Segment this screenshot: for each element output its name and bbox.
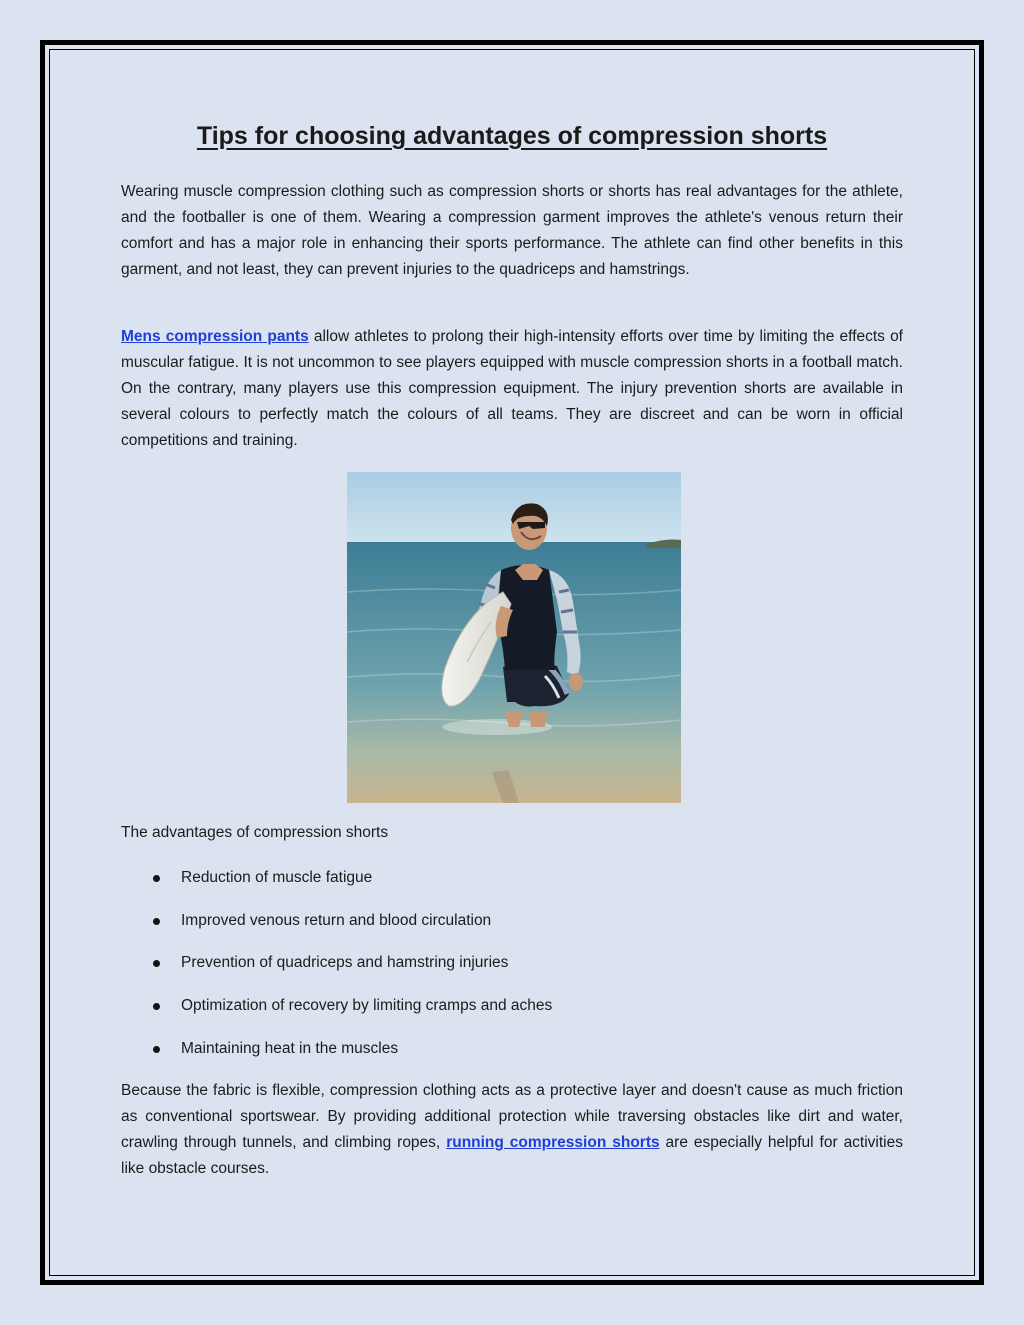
bullet-icon	[153, 875, 160, 882]
list-item	[121, 1037, 552, 1080]
list-item-text: Reduction of muscle fatigue	[181, 869, 373, 886]
bullet-icon	[153, 1003, 160, 1010]
running-compression-shorts-link[interactable]: running compression shorts	[446, 1134, 660, 1151]
mens-compression-pants-link[interactable]: Mens compression pants	[121, 328, 309, 345]
page-title: Tips for choosing advantages of compression shorts	[196, 122, 828, 150]
bullet-icon	[153, 1046, 160, 1053]
list-item-text: Prevention of quadriceps and hamstring injuries	[181, 954, 509, 972]
list-item-text: Maintaining heat in the muscles	[181, 1039, 399, 1057]
list-item	[121, 951, 552, 994]
surfer-photo-svg	[347, 472, 681, 803]
closing-paragraph-text-before: Because the fabric is flexible, compression clothing acts as a protective layer and doesn't cause as much friction as conventional sportswear. By providing additional protection while traversing obstacles like dirt and water, crawling through tunnels, and climbing ropes,	[121, 1082, 903, 1151]
second-paragraph-text: allow athletes to prolong their high-intensity efforts over time by limiting the effects of muscular fatigue. It is not uncommon to see players equipped with muscle compression shorts in a football match. On the contrary, many players use this compression equipment. The injury prevention shorts are available in several colours to perfectly match the colours of all teams. They are discreet and can be worn in official competitions and training.	[121, 328, 903, 449]
advantages-heading: The advantages of compression shorts	[121, 824, 389, 841]
intro-paragraph: Wearing muscle compression clothing such as compression shorts or shorts has real advantages for the athlete, and the footballer is one of them. Wearing a compression garment improves the athlete's venous return their comfort and has a major role in enhancing their sports performance. The athlete can find other benefits in this garment, and not least, they can prevent injuries to the quadriceps and hamstrings.	[121, 183, 903, 278]
list-item-text: Optimization of recovery by limiting cramps and aches	[181, 997, 553, 1015]
list-item	[121, 909, 552, 952]
second-paragraph	[121, 324, 903, 454]
list-item	[121, 994, 552, 1037]
surfer-photo	[347, 472, 681, 803]
list-item-text: Improved venous return and blood circulation	[181, 911, 492, 929]
list-item	[121, 866, 552, 909]
bullet-icon	[153, 960, 160, 967]
bullet-icon	[153, 918, 160, 925]
advantages-list	[121, 866, 552, 1079]
closing-paragraph-text-after: are especially helpful for activities like obstacle courses.	[121, 1134, 904, 1177]
closing-paragraph	[121, 1078, 903, 1182]
